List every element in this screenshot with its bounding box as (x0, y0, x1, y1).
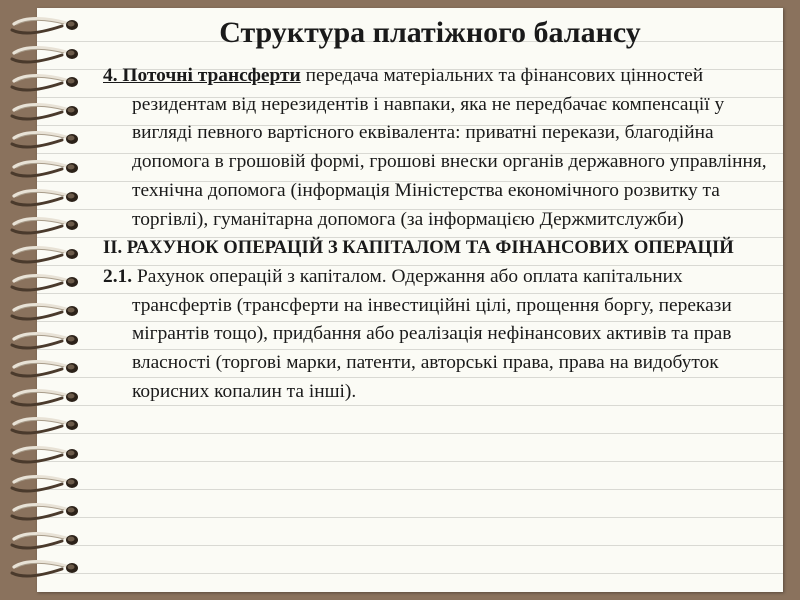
spiral-coil-icon (4, 357, 94, 379)
spiral-coil-icon (4, 271, 94, 293)
spiral-coil-icon (4, 43, 94, 65)
spiral-coil-icon (4, 386, 94, 408)
spiral-coil-icon (4, 472, 94, 494)
spiral-coil-icon (4, 329, 94, 351)
spiral-coil-icon (4, 529, 94, 551)
spiral-coil-icon (4, 414, 94, 436)
paragraph-capital-account-heading (103, 234, 783, 263)
spiral-coil-icon (4, 100, 94, 122)
capital-account-text: Рахунок операцій з капіталом. Одержання або оплата капітальних трансфертів (трансферти на інвестиційні цілі, прощення боргу, перекази мігрантів тощо), придбання або реалізація нефінансових активів та прав власності (торгові марки, патенти, авторські права, права на видобуток корисних копалин та інші). (132, 265, 732, 402)
spiral-coil-icon (4, 300, 94, 322)
capital-account-heading: ІІ. РАХУНОК ОПЕРАЦІЙ З КАПІТАЛОМ ТА ФІНАНСОВИХ ОПЕРАЦІЙ (103, 237, 734, 259)
paragraph-capital-account (103, 263, 783, 407)
page-title: Структура платіжного балансу (219, 16, 641, 49)
paragraph-current-transfers (103, 62, 783, 234)
spiral-coil-icon (4, 14, 94, 36)
spiral-coil-icon (4, 186, 94, 208)
spiral-coil-icon (4, 128, 94, 150)
capital-account-label: 2.1. (103, 265, 133, 287)
current-transfers-text: передача матеріальних та фінансових цінностей резидентам від нерезидентів і навпаки, яка не передбачає компенсації у вигляді певного вартісного еквівалента: приватні перекази, благодійна допомога в грошовій формі, грошові внески органів державного управління, технічна допомога (інформація Міністерства економічного розвитку та торгівлі), гуманітарна допомога (за інформацією Держмитслужби) (132, 65, 767, 230)
current-transfers-label: 4. Поточні трансферти (103, 65, 301, 86)
spiral-coil-icon (4, 214, 94, 236)
spiral-coil-icon (4, 443, 94, 465)
spiral-coil-icon (4, 500, 94, 522)
spiral-coil-icon (4, 157, 94, 179)
content-body (103, 62, 783, 406)
spiral-binding (0, 14, 95, 594)
spiral-coil-icon (4, 71, 94, 93)
spiral-coil-icon (4, 557, 94, 579)
spiral-coil-icon (4, 243, 94, 265)
